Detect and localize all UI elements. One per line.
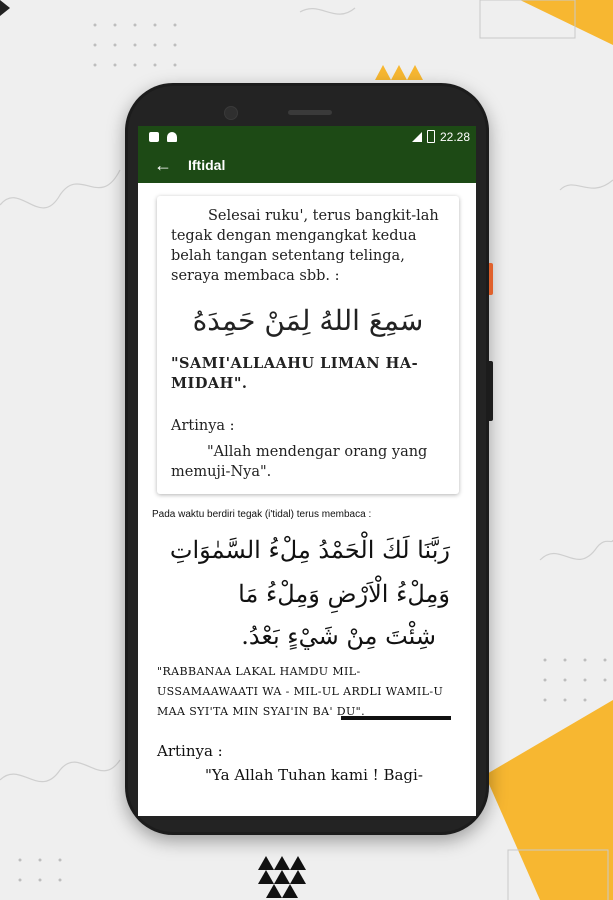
scan-artinya-label: Artinya : [157, 742, 223, 760]
signal-icon [412, 132, 422, 142]
status-time: 22.28 [439, 129, 470, 144]
page-title: Iftidal [188, 157, 226, 173]
translation-text: "Allah mendengar orang yang memuji-Nya". [171, 444, 428, 480]
back-arrow-icon[interactable]: ← [154, 155, 172, 175]
intro-text: Selesai ruku', terus bangkit-lah tegak dengan mengangkat kedua belah tangan setentang telinga, seraya membaca sbb. : [171, 208, 439, 284]
volume-button [489, 361, 493, 421]
power-button [489, 263, 493, 295]
camera-icon [224, 106, 238, 120]
status-bar [138, 126, 476, 147]
text-card [157, 196, 459, 494]
scan-latin-text: "RABBANAA LAKAL HAMDU MIL- USSAMAAWAATI WA - MIL-UL ARDLI WAMIL-U MAA SYI'TA MIN SYAI'IN BA' DU". [157, 665, 444, 718]
notification-icon [149, 132, 159, 142]
app-bar [138, 147, 476, 183]
latin-transliteration: "SAMI'ALLAAHU LIMAN HA-MIDAH". [171, 355, 419, 392]
scan-translation-text: "Ya Allah Tuhan kami ! Bagi- [205, 766, 423, 784]
scanned-page-image [157, 528, 458, 784]
app-screen [138, 126, 476, 816]
section-caption: Pada waktu berdiri tegak (i'tidal) terus membaca : [152, 509, 372, 520]
battery-icon [427, 130, 435, 143]
phone-frame [125, 83, 489, 835]
artinya-label: Artinya : [171, 418, 235, 434]
arabic-line-2: شِئْتَ مِنْ شَيْءٍ بَعْدُ. [241, 622, 436, 650]
arabic-text: سَمِعَ اللهُ لِمَنْ حَمِدَهُ [192, 304, 424, 337]
speaker-grille [288, 110, 332, 115]
arabic-line-1: رَبَّنَا لَكَ الْحَمْدُ مِلْءُ السَّمٰوَاتِ وَمِلْءُ الْاَرْضِ وَمِلْءُ مَا [169, 536, 450, 608]
content-scroll[interactable] [138, 183, 476, 784]
android-icon [167, 132, 177, 142]
